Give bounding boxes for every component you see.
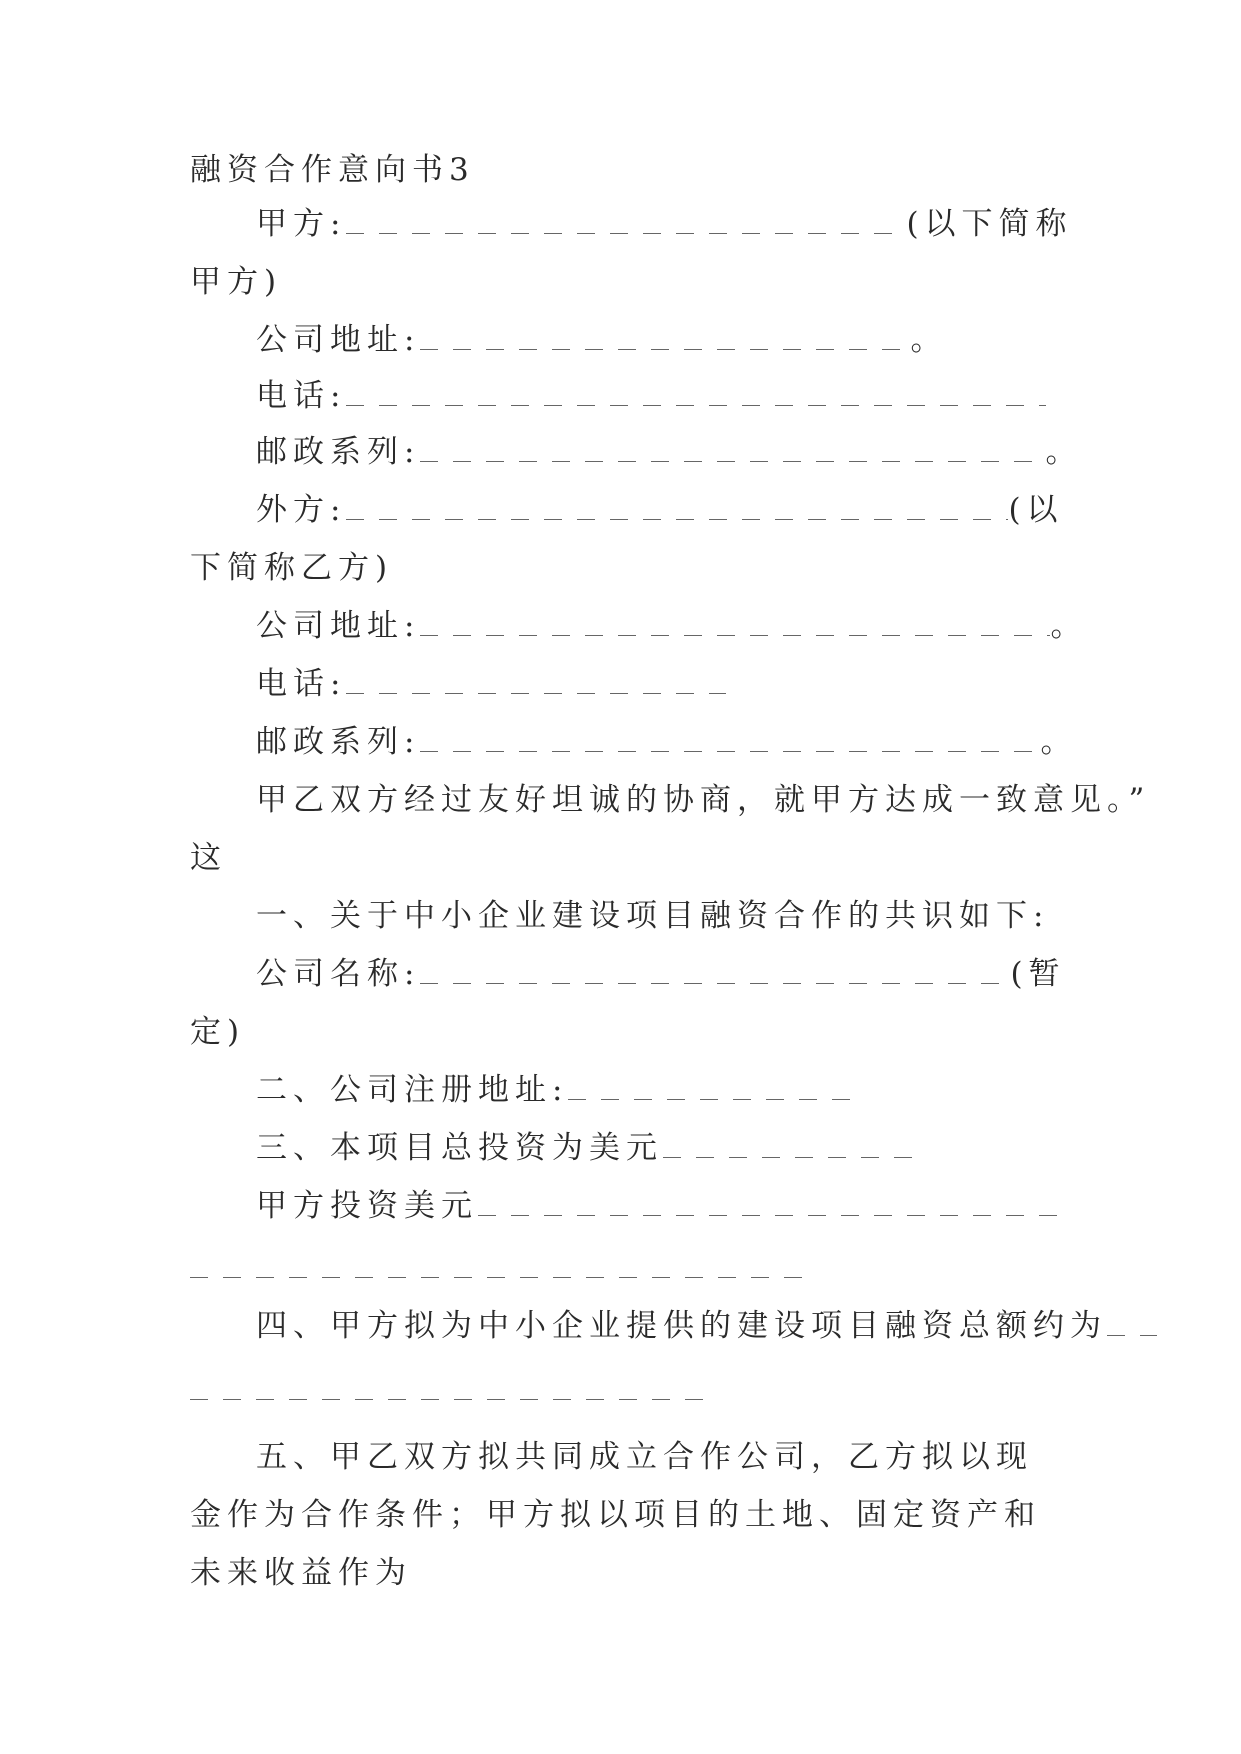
party-a-phone-label: 电话: <box>256 378 347 414</box>
section-3-line <box>256 1128 1050 1168</box>
company-name-suffix: (暂 <box>1010 956 1066 992</box>
party-a-investment-label: 甲方投资美元 <box>256 1188 478 1224</box>
party-a-blank <box>346 210 906 234</box>
party-a-address-end: 。 <box>910 322 948 358</box>
section-4-label: 四、甲方拟为中小企业提供的建设项目融资总额约为 <box>256 1308 1107 1344</box>
party-a-label: 甲方: <box>256 206 347 242</box>
document-title: 融资合作意向书3 <box>190 152 475 188</box>
party-b-address-blank <box>420 612 1050 636</box>
party-b-postal-blank <box>420 728 1040 752</box>
party-a-investment-blank-2 <box>190 1254 810 1278</box>
agreement-intro-cont: 这 <box>190 840 227 876</box>
company-name-label: 公司名称: <box>256 956 421 992</box>
party-a-address-label: 公司地址: <box>256 322 421 358</box>
section-3-blank <box>663 1134 923 1158</box>
party-a-investment-cont <box>190 1248 1050 1288</box>
party-a-investment-blank <box>478 1192 1068 1216</box>
party-a-cont: 甲方) <box>190 264 283 300</box>
party-b-address-line <box>256 606 1088 646</box>
agreement-intro: 甲乙双方经过友好坦诚的协商，就甲方达成一致意见。” <box>256 782 1151 818</box>
party-b-postal-label: 邮政系列: <box>256 724 421 760</box>
party-a-phone-line <box>256 376 1050 416</box>
section-4-cont <box>190 1370 1050 1410</box>
party-a-postal-line <box>256 432 1083 472</box>
party-b-address-end: 。 <box>1050 608 1088 644</box>
party-b-phone-blank <box>346 670 726 694</box>
party-b-label: 外方: <box>256 492 347 528</box>
party-a-phone-blank <box>346 382 1046 406</box>
company-name-blank <box>420 960 1010 984</box>
party-a-suffix: (以下简称 <box>906 206 1073 242</box>
company-name-cont: 定) <box>190 1014 246 1050</box>
party-a-line <box>256 204 1073 244</box>
section-4-blank <box>1107 1312 1157 1336</box>
party-b-postal-line <box>256 722 1078 762</box>
party-b-postal-end: 。 <box>1040 724 1078 760</box>
party-b-phone-line <box>256 664 1050 704</box>
company-name-line <box>256 954 1066 994</box>
party-a-address-line <box>256 320 1050 360</box>
party-b-suffix: (以 <box>1008 492 1064 528</box>
party-a-postal-label: 邮政系列: <box>256 434 421 470</box>
section-2-label: 二、公司注册地址: <box>256 1072 569 1108</box>
section-4-line <box>256 1306 1107 1346</box>
section-1: 一、关于中小企业建设项目融资合作的共识如下: <box>256 898 1050 934</box>
section-3-label: 三、本项目总投资为美元 <box>256 1130 663 1166</box>
section-2-line <box>256 1070 1050 1110</box>
party-a-investment-line <box>256 1186 1050 1226</box>
party-a-address-blank <box>420 326 910 350</box>
party-b-blank <box>346 496 1008 520</box>
party-b-line <box>256 490 1064 530</box>
party-b-cont: 下简称乙方) <box>190 550 394 586</box>
section-4-blank-2 <box>190 1376 710 1400</box>
party-b-phone-label: 电话: <box>256 666 347 702</box>
party-a-postal-blank <box>420 438 1045 462</box>
section-5: 五、甲乙双方拟共同成立合作公司，乙方拟以现金作为合作条件；甲方拟以项目的土地、固定资产和未来收益作为 <box>190 1439 1041 1591</box>
party-b-address-label: 公司地址: <box>256 608 421 644</box>
section-2-blank <box>568 1076 858 1100</box>
party-a-postal-end: 。 <box>1045 434 1083 470</box>
